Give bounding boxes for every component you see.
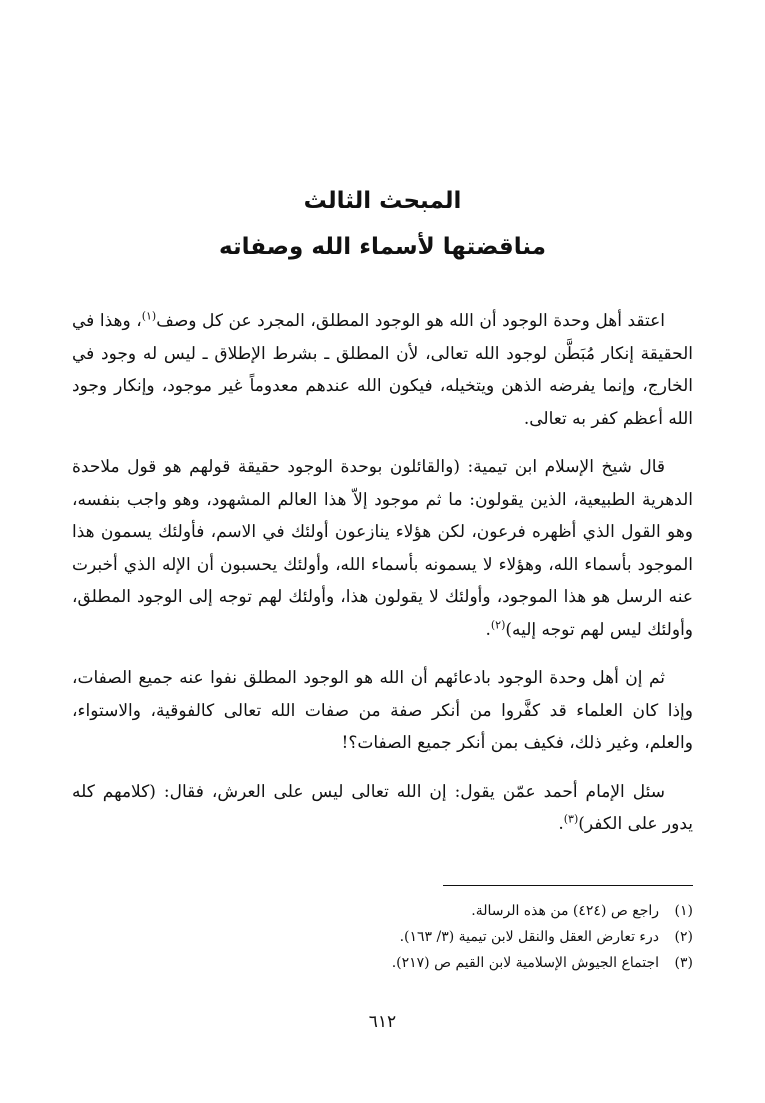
paragraph-text: قال شيخ الإسلام ابن تيمية: (والقائلون بوحدة الوجود حقيقة قولهم هو قول ملاحدة الدهرية الطبيعية، الذين يقولون: ما ثم موجود إلاّ هذا العالم المشهود، وهو واجب بنفسه، وهو القول الذي أظهره فرعون، لكن هؤلاء ينازعون أولئك في الاسم، فأولئك يسمون هذا الموجود بأسماء الله، وهؤلاء لا يسمونه بأسماء الله، وأولئك يحسبون أن الإله الذي أخبرت عنه الرسل هو هذا الموجود، وأولئك لا يقولون هذا، وأولئك لهم توجه إلى الوجود المطلق، وأولئك ليس لهم توجه إليه): [72, 457, 693, 640]
footnote-divider: [443, 885, 693, 886]
paragraph-text-continued: .: [558, 814, 564, 834]
footnote-text: راجع ص (٤٢٤) من هذه الرسالة.: [471, 903, 659, 919]
paragraph-text: سئل الإمام أحمد عمّن يقول: إن الله تعالى ليس على العرش، فقال: (كلامهم كله يدور على الكفر): [72, 781, 693, 834]
footnote-number: (٣): [674, 955, 693, 971]
page-number: ٦١٢: [368, 1012, 397, 1032]
paragraph: [72, 451, 693, 646]
paragraph-text-continued: .: [485, 619, 491, 640]
footnote-ref: (١): [141, 309, 157, 323]
footnote-item: [72, 950, 693, 976]
footnote-ref: (٢): [490, 617, 506, 631]
main-text: [72, 305, 693, 857]
section-subtitle: مناقضتها لأسماء الله وصفاته: [219, 234, 546, 260]
paragraph: [72, 776, 693, 841]
paragraph-text: اعتقد أهل وحدة الوجود أن الله هو الوجود المطلق، المجرد عن كل وصف: [156, 311, 665, 331]
paragraph: [72, 662, 693, 760]
footnote-text: اجتماع الجيوش الإسلامية لابن القيم ص (٢١٧).: [391, 955, 659, 971]
section-heading: [72, 178, 693, 270]
paragraph-text: ثم إن أهل وحدة الوجود بادعائهم أن الله هو الوجود المطلق نفوا عنه جميع الصفات، وإذا كان العلماء قد كفَّروا من أنكر صفة من صفات الله تعالى كالفوقية، والاستواء، والعلم، وغير ذلك، فكيف بمن أنكر جميع الصفات؟!: [72, 668, 693, 753]
footnote-number: (١): [674, 903, 693, 919]
footnote-item: [72, 898, 693, 924]
section-title: المبحث الثالث: [303, 188, 462, 214]
footnotes: [72, 898, 693, 976]
footnote-text: درء تعارض العقل والنقل لابن تيمية (٣/ ١٦٣).: [399, 929, 659, 945]
paragraph-text-continued: ، وهذا في الحقيقة إنكار مُبَطَّن لوجود الله تعالى، لأن المطلق ـ بشرط الإطلاق ـ ليس له وجود في الخارج، وإنما يفرضه الذهن ويتخيله، فيكون الله عندهم معدوماً غير موجود، وإنكار وجود الله أعظم كفر به تعالى.: [72, 311, 693, 429]
footnote-item: [72, 924, 693, 950]
footnote-number: (٢): [674, 929, 693, 945]
paragraph: [72, 305, 693, 435]
footnote-ref: (٣): [563, 812, 579, 826]
